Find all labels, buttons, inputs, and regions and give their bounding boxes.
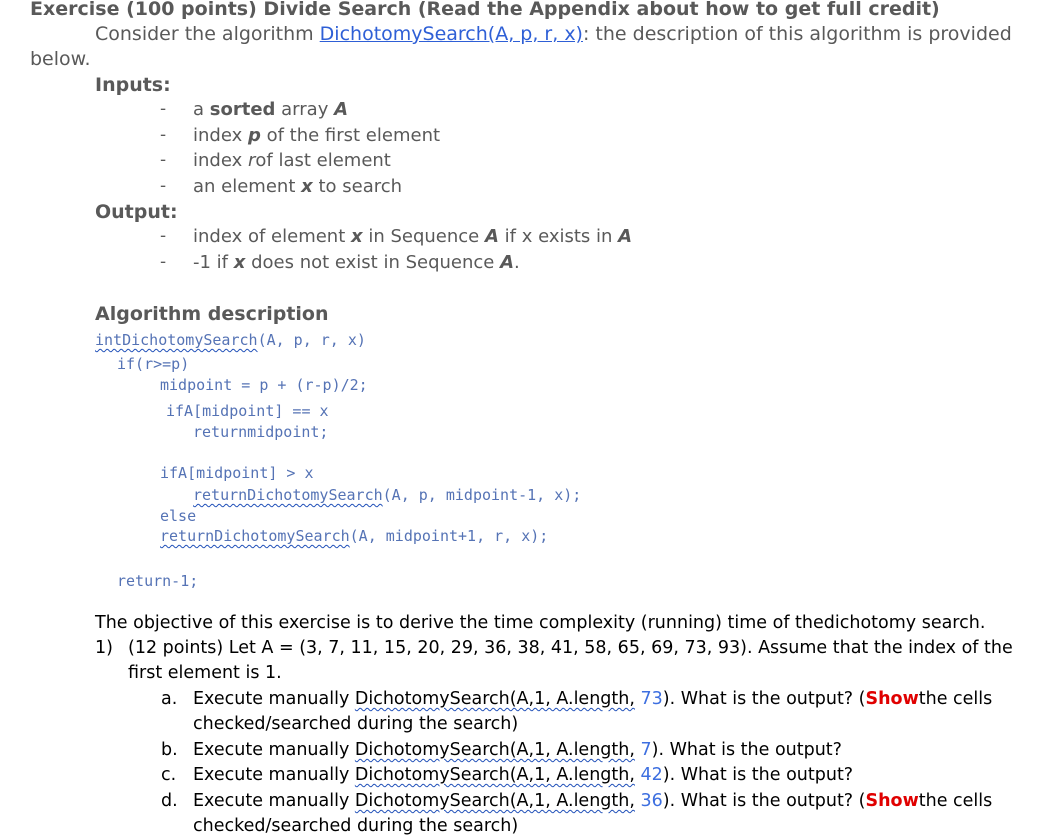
algorithm-link[interactable]: DichotomySearch(A, p, r, x)	[319, 23, 583, 45]
intro-line	[95, 23, 1012, 45]
code-line-return-minus-one: return-1;	[117, 572, 199, 590]
bullet-dash: -	[160, 252, 167, 272]
part-b: Execute manually DichotomySearch(A,1, A.length, 7). What is the output?	[193, 740, 842, 760]
code-line-return-midpoint: returnmidpoint;	[193, 423, 329, 441]
part-a: Execute manually DichotomySearch(A,1, A.length, 73). What is the output? (Showthe cells	[193, 689, 993, 709]
input-item: index rof last element	[193, 150, 391, 171]
output-item: -1 if x does not exist in Sequence A.	[193, 252, 520, 273]
bullet-dash: -	[160, 226, 167, 246]
code-line-if-equal: ifA[midpoint] == x	[166, 402, 329, 420]
code-line-if-greater: ifA[midpoint] > x	[160, 464, 314, 482]
code-line-recurse-left: returnDichotomySearch(A, p, midpoint-1, x);	[193, 486, 582, 504]
objective-text: The objective of this exercise is to derive the time complexity (running) time of thedichotomy search.	[95, 613, 986, 633]
output-item: index of element x in Sequence A if x exists in A	[193, 226, 633, 247]
question-text: (12 points) Let A = (3, 7, 11, 15, 20, 29, 36, 38, 41, 58, 65, 69, 73, 93). Assume that the index of the	[128, 638, 1013, 658]
code-line-else: else	[160, 507, 197, 525]
input-item: a sorted array A	[193, 99, 348, 120]
part-d: Execute manually DichotomySearch(A,1, A.length, 36). What is the output? (Showthe cells	[193, 791, 993, 811]
question-text-cont: first element is 1.	[128, 663, 282, 683]
question-number: 1)	[95, 638, 113, 658]
input-item: an element x to search	[193, 176, 403, 197]
bullet-dash: -	[160, 150, 167, 170]
bullet-dash: -	[160, 99, 167, 119]
intro-rest: : the description of this algorithm is provided	[582, 23, 1012, 45]
part-label: a.	[161, 689, 178, 709]
intro-continuation: below.	[30, 48, 91, 70]
inputs-heading: Inputs:	[95, 74, 171, 96]
intro-lead: Consider the algorithm	[95, 23, 320, 45]
bullet-dash: -	[160, 125, 167, 145]
part-c: Execute manually DichotomySearch(A,1, A.length, 42). What is the output?	[193, 765, 854, 785]
code-line-if: if(r>=p)	[117, 355, 190, 373]
part-d-cont: checked/searched during the search)	[193, 816, 519, 836]
part-a-cont: checked/searched during the search)	[193, 714, 519, 734]
algorithm-heading: Algorithm description	[95, 303, 329, 325]
exercise-title: Exercise (100 points) Divide Search (Read the Appendix about how to get full credit)	[30, 0, 940, 20]
code-line-signature: intDichotomySearch(A, p, r, x)	[95, 331, 366, 349]
output-heading: Output:	[95, 201, 178, 223]
code-line-recurse-right: returnDichotomySearch(A, midpoint+1, r, x);	[160, 527, 549, 545]
bullet-dash: -	[160, 176, 167, 196]
code-line-midpoint: midpoint = p + (r-p)/2;	[160, 376, 368, 394]
part-label: c.	[161, 765, 177, 785]
part-label: d.	[161, 791, 178, 811]
part-label: b.	[161, 740, 178, 760]
input-item: index p of the first element	[193, 125, 441, 146]
